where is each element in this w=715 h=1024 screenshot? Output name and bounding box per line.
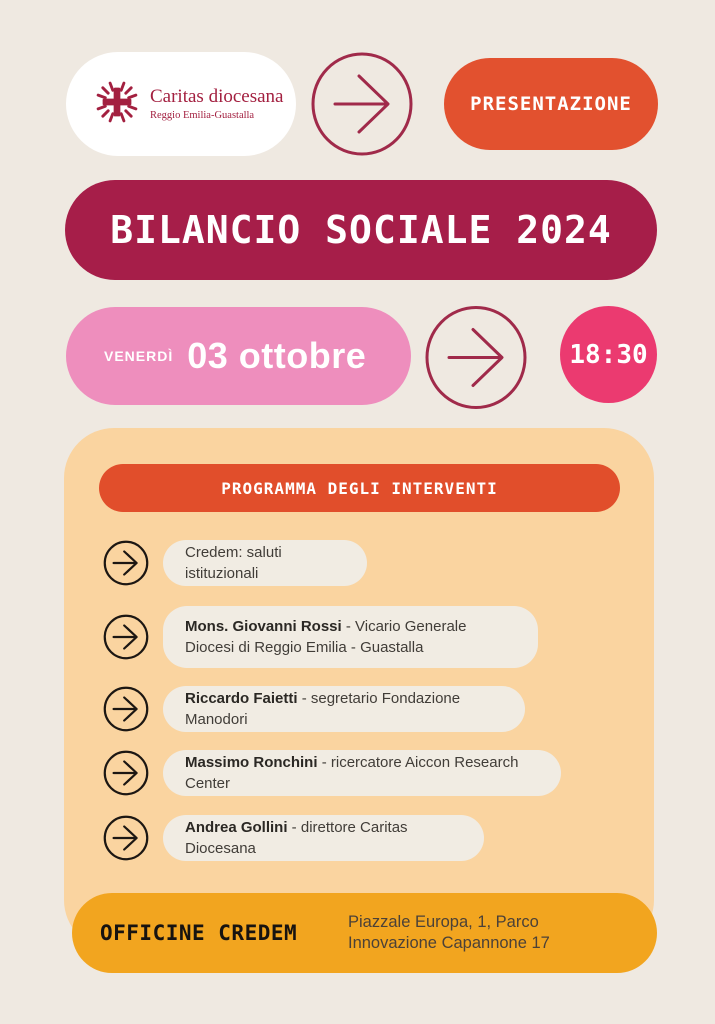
venue-name: OFFICINE CREDEM xyxy=(100,921,298,945)
program-item-text: Credem: saluti istituzionali xyxy=(185,544,282,582)
time-badge: 18:30 xyxy=(560,306,657,403)
presentation-badge: PRESENTAZIONE xyxy=(444,58,658,150)
program-item xyxy=(163,606,538,668)
weekday-label: VENERDÌ xyxy=(104,348,174,364)
arrow-right-icon xyxy=(424,305,528,410)
program-item-text: Massimo Ronchini - ricercatore Aiccon Research Center xyxy=(185,754,519,792)
caritas-logo-text xyxy=(150,87,283,121)
program-panel xyxy=(64,428,654,950)
arrow-right-icon xyxy=(310,50,414,158)
program-item xyxy=(163,750,561,796)
date-label: 03 ottobre xyxy=(187,335,367,376)
program-item-text: Riccardo Faietti - segretario Fondazione Manodori xyxy=(185,690,461,728)
venue-footer xyxy=(72,893,657,973)
venue-address: Piazzale Europa, 1, Parco Innovazione Capannone 17 xyxy=(348,912,550,952)
arrow-right-icon xyxy=(103,540,149,586)
poster-title: BILANCIO SOCIALE 2024 xyxy=(65,180,657,280)
logo-title: Caritas diocesana xyxy=(150,85,284,107)
program-item xyxy=(163,540,367,586)
caritas-cross-icon xyxy=(94,79,140,130)
date-pill xyxy=(66,307,411,405)
caritas-logo-pill xyxy=(66,52,296,156)
program-item-text: Andrea Gollini - direttore Caritas Diocesana xyxy=(185,819,408,857)
logo-subtitle: Reggio Emilia-Guastalla xyxy=(150,109,255,121)
arrow-right-icon xyxy=(103,614,149,660)
arrow-right-icon xyxy=(103,750,149,796)
program-item xyxy=(163,815,484,861)
arrow-right-icon xyxy=(103,815,149,861)
arrow-right-icon xyxy=(103,686,149,732)
program-item xyxy=(163,686,525,732)
program-item-text: Mons. Giovanni Rossi - Vicario Generale Diocesi di Reggio Emilia - Guastalla xyxy=(185,618,467,656)
program-heading: PROGRAMMA DEGLI INTERVENTI xyxy=(99,464,620,512)
